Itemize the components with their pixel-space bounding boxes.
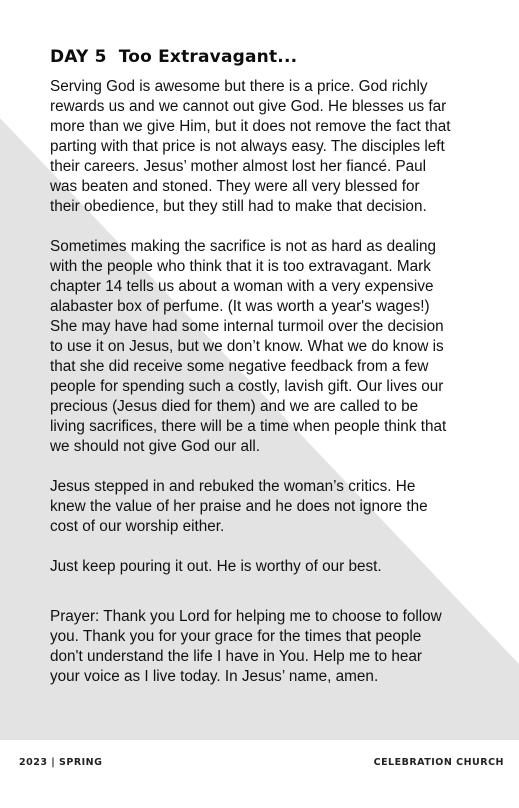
day-title: Too Extravagant... — [118, 47, 298, 67]
paragraph-prayer: Prayer: Thank you Lord for helping me to choose to follow you. Thank you for your grace for the times that people don't understand the life I have in You. Help me to hear your voice as I live today. In Jesus’ name, amen. — [50, 608, 442, 685]
devotional-body — [50, 77, 490, 687]
footer-season: 2023 | SPRING — [19, 757, 103, 768]
paragraph-rebuke: Jesus stepped in and rebuked the woman’s critics. He knew the value of her praise and he does not ignore the cost of our worship either. — [50, 478, 428, 535]
footer-church-name: CELEBRATION CHURCH — [373, 757, 504, 768]
day-number: DAY 5 — [50, 47, 107, 67]
paragraph-intro: Serving God is awesome but there is a price. God richly rewards us and we cannot out give God. He blesses us far more than we give Him, but it does not remove the fact that parting with that price is not always easy. The disciples left their careers. Jesus’ mother almost lost her fiancé. Paul was beaten and stoned. They were all very blessed for their obedience, but they still had to make that decision. — [50, 78, 451, 215]
paragraph-sacrifice: Sometimes making the sacrifice is not as hard as dealing with the people who think that it is too extravagant. Mark chapter 14 tells us about a woman with a very expensive alabaster box of perfume. (It was worth a year's wages!) She may have had some internal turmoil over the decision to use it on Jesus, but we don’t know. What we do know is that she did receive some negative feedback from a few people for spending such a costly, lavish gift. Our lives our precious (Jesus died for them) and we are called to be living sacrifices, there will be a time when people think that we should not give God our all. — [50, 238, 447, 455]
paragraph-pouring: Just keep pouring it out. He is worthy of our best. — [50, 558, 382, 575]
day-heading — [50, 47, 297, 67]
